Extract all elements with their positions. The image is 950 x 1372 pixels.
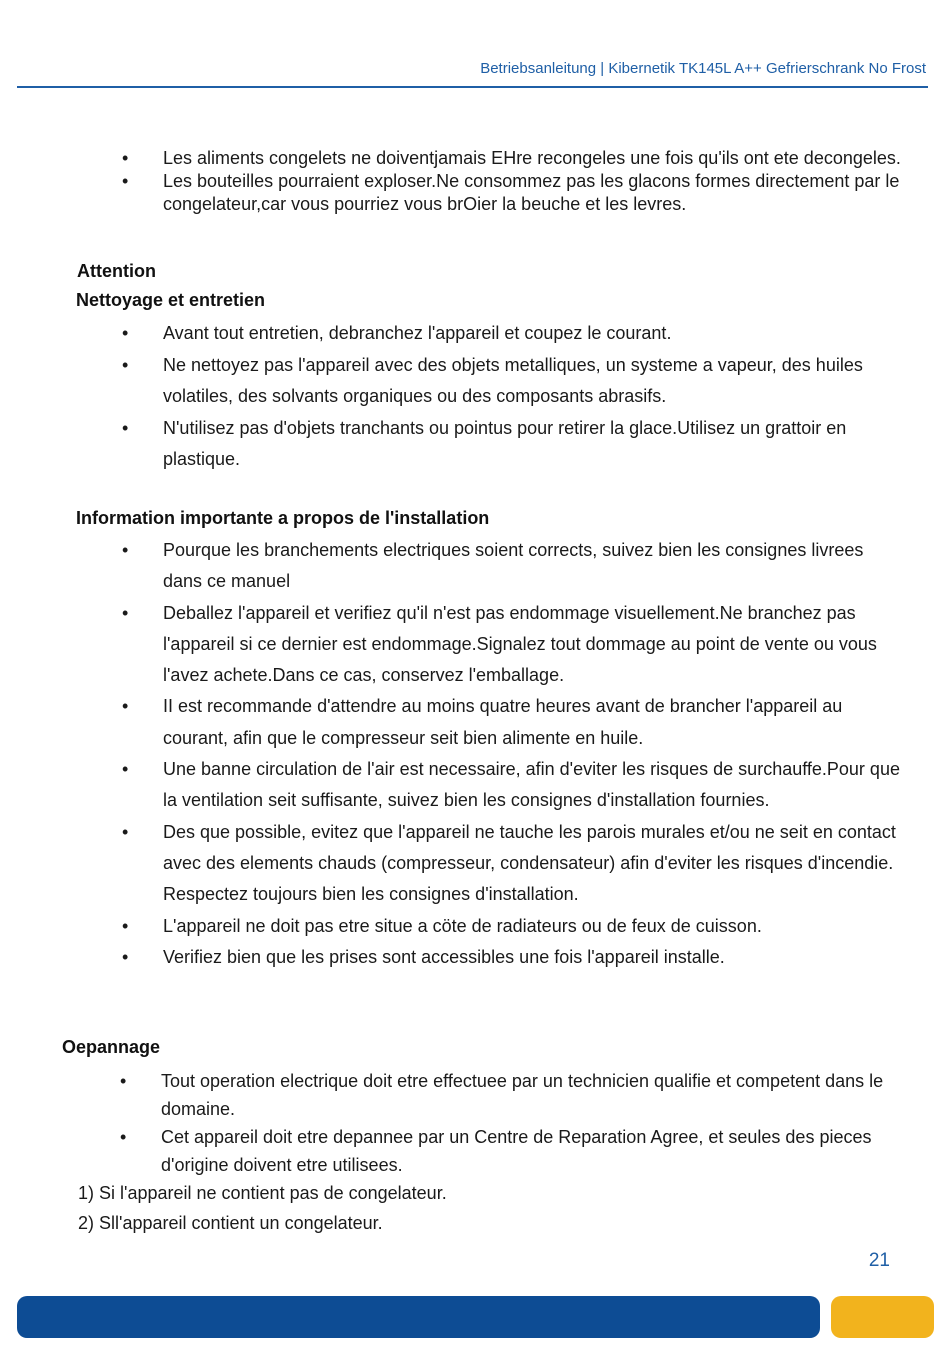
list-item: • Des que possible, evitez que l'appareil ne tauche les parois murales et/ou ne seit en contact avec des elements chauds (compresseur, condensateur) afin d'eviter les risques d'incendie. Respectez toujours bien les consignes d'installation. [122,817,902,911]
installation-bullet-list [122,535,902,973]
list-item: • Deballez l'appareil et verifiez qu'il n'est pas endommage visuellement.Ne branchez pas l'appareil si ce dernier est endommage.Signalez tout dommage au point de vente ou vous l'avez achete.Dans ce cas, conservez l'emballage. [122,598,902,692]
header-divider [17,86,928,88]
list-item: • Ne nettoyez pas l'appareil avec des objets metalliques, un systeme a vapeur, des huiles volatiles, des solvants organiques ou des composants abrasifs. [122,350,902,413]
page-number: 21 [868,1250,890,1271]
list-item: • Une banne circulation de l'air est necessaire, afin d'eviter les risques de surchauffe.Pour que la ventilation seit suffisante, suivez bien les consignes d'installation fournies. [122,754,902,817]
cleaning-heading: Nettoyage et entretien [76,290,266,310]
footer-bar [17,1296,820,1338]
numbered-item-1 [62,1183,862,1204]
numbered-item-2 [62,1213,862,1234]
list-item: • Les aliments congelets ne doiventjamais EHre recongeles une fois qu'ils ont ete decongeles. [122,147,922,170]
list-item: • Cet appareil doit etre depannee par un Centre de Reparation Agree, et seules des pieces d'origine doivent etre utilisees. [120,1123,910,1179]
attention-heading: Attention [77,261,156,281]
cleaning-bullet-list [122,318,902,476]
list-item: • Pourque les branchements electriques soient corrects, suivez bien les consignes livrees dans ce manuel [122,535,902,598]
intro-bullet-list [122,147,922,216]
list-item: • L'appareil ne doit pas etre situe a cöte de radiateurs ou de feux de cuisson. [122,911,902,942]
document-title: Betriebsanleitung | Kibernetik TK145L A++ Gefrierschrank No Frost [480,60,926,77]
footer-accent [831,1296,934,1338]
item-number: 2) [77,1213,94,1233]
list-item: • Tout operation electrique doit etre effectuee par un technicien qualifie et competent dans le domaine. [120,1067,910,1123]
item-text: Si l'appareil ne contient pas de congelateur. [99,1183,447,1203]
list-item: • II est recommande d'attendre au moins quatre heures avant de brancher l'appareil au courant, afin que le compresseur seit bien alimente en huile. [122,691,902,754]
list-item: • Verifiez bien que les prises sont accessibles une fois l'appareil installe. [122,942,902,973]
item-text: Sll'appareil contient un congelateur. [99,1213,383,1233]
repair-bullet-list [120,1067,910,1179]
item-number: 1) [77,1183,94,1203]
list-item: • Avant tout entretien, debranchez l'appareil et coupez le courant. [122,318,902,350]
list-item: • Les bouteilles pourraient exploser.Ne consommez pas les glacons formes directement par le congelateur,car vous pourriez vous brOier la beuche et les levres. [122,170,922,216]
repair-heading: Oepannage [62,1037,161,1057]
list-item: • N'utilisez pas d'objets tranchants ou pointus pour retirer la glace.Utilisez un grattoir en plastique. [122,413,902,476]
installation-heading: Information importante a propos de l'installation [76,508,490,528]
